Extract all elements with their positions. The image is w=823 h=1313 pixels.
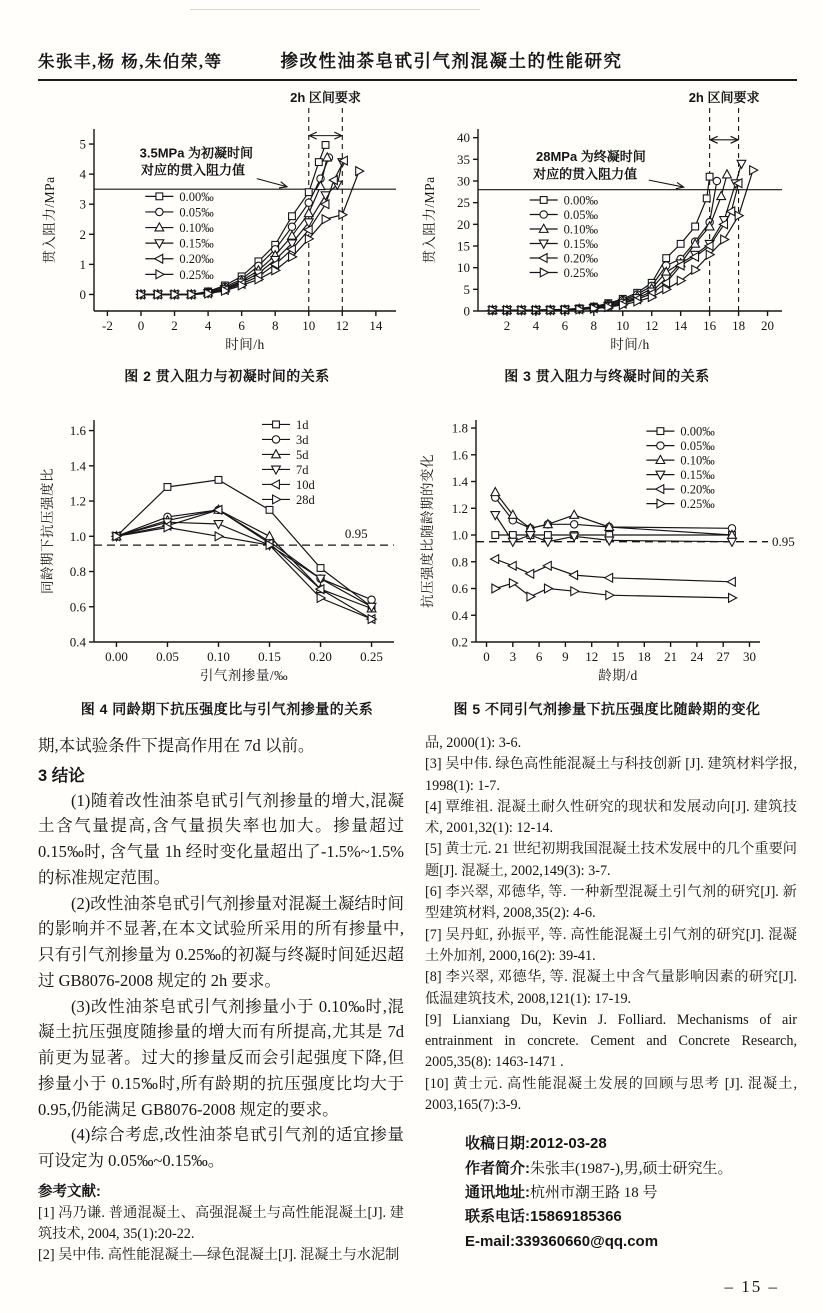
svg-text:0.05‰: 0.05‰: [680, 439, 715, 454]
svg-text:1.8: 1.8: [451, 420, 468, 436]
svg-text:35: 35: [457, 151, 470, 167]
svg-text:12: 12: [645, 318, 659, 333]
reference-entry: [10] 黄士元. 高性能混凝土发展的回顾与思考 [J]. 混凝土, 2003,165(7):3-9.: [425, 1075, 797, 1114]
svg-text:28d: 28d: [296, 492, 315, 507]
figure-2-caption: 图 2 贯入阻力与初凝时间的关系: [124, 368, 330, 384]
author-bio-value: 朱张丰(1987-),男,硕士研究生。: [530, 1160, 733, 1177]
svg-text:20: 20: [761, 318, 775, 333]
svg-text:27: 27: [716, 649, 730, 664]
svg-text:0.20: 0.20: [309, 649, 332, 664]
email-line: [465, 1230, 797, 1254]
phone-line: [465, 1205, 797, 1229]
svg-text:对应的贯入阻力值: 对应的贯入阻力值: [140, 162, 245, 178]
svg-text:0.15: 0.15: [258, 649, 281, 664]
svg-text:2: 2: [79, 226, 86, 242]
conclusion-paragraph: (4)综合考虑,改性油茶皂甙引气剂的适宜掺量可设定为 0.05‰~0.15‰。: [38, 1125, 404, 1171]
svg-text:0.25: 0.25: [360, 649, 383, 664]
svg-text:2: 2: [171, 318, 178, 333]
svg-text:0.25‰: 0.25‰: [680, 497, 715, 512]
author-bio-line: [465, 1157, 797, 1181]
figure-5-caption: 图 5 不同引气剂掺量下抗压强度比随龄期的变化: [453, 701, 761, 717]
svg-text:0.4: 0.4: [69, 634, 86, 650]
header-authors: 朱张丰,杨 杨,朱伯荣,等: [38, 52, 223, 71]
figure-5: [416, 404, 798, 719]
svg-text:24: 24: [690, 649, 704, 664]
svg-text:时间/h: 时间/h: [225, 337, 265, 352]
figure-5-chart: [416, 404, 798, 701]
charts-row-top: [38, 87, 797, 386]
svg-text:8: 8: [271, 318, 279, 333]
scan-artifact-line: [190, 9, 480, 10]
svg-text:40: 40: [457, 130, 470, 146]
continued-paragraph: 期,本试验条件下提高作用在 7d 以前。: [38, 736, 315, 755]
left-column: [38, 733, 404, 1267]
svg-text:引气剂掺量/‰: 引气剂掺量/‰: [199, 668, 289, 683]
reference-entry: [9] Lianxiang Du, Kevin J. Folliard. Mechanisms of air entrainment in concrete. Cement and Concrete Research, 2005,35(8): 1463-1471 .: [425, 1011, 797, 1071]
svg-text:0.8: 0.8: [451, 554, 468, 570]
svg-text:4: 4: [204, 318, 212, 333]
svg-text:0.10‰: 0.10‰: [179, 221, 214, 236]
page-header: [38, 0, 797, 73]
svg-text:0: 0: [483, 649, 490, 664]
section-heading-conclusion: 3 结论: [38, 766, 85, 785]
received-date-value: 2012-03-28: [530, 1135, 607, 1153]
svg-text:21: 21: [664, 649, 678, 664]
svg-text:3: 3: [79, 196, 86, 212]
svg-text:0.20‰: 0.20‰: [680, 482, 715, 497]
charts-row-bottom: [38, 404, 797, 719]
figure-4-chart: [38, 404, 416, 701]
svg-text:0.10: 0.10: [207, 649, 230, 664]
svg-text:15: 15: [611, 649, 625, 664]
reference-entry: [8] 李兴翠, 邓德华, 等. 混凝土中含气量影响因素的研究[J]. 低温建筑技术, 2008,121(1): 17-19.: [425, 969, 797, 1007]
svg-text:0.05‰: 0.05‰: [563, 207, 599, 222]
svg-text:10: 10: [302, 318, 316, 333]
svg-text:0.10‰: 0.10‰: [563, 222, 599, 237]
reference-entry: [6] 李兴翠, 邓德华, 等. 一种新型混凝土引气剂的研究[J]. 新型建筑材料, 2008,35(2): 4-6.: [425, 884, 797, 922]
svg-text:龄期/d: 龄期/d: [598, 668, 638, 683]
svg-text:0.95: 0.95: [344, 526, 368, 542]
email-label: E-mail:: [465, 1232, 516, 1250]
svg-text:2h 区间要求: 2h 区间要求: [688, 90, 760, 105]
svg-text:0.25‰: 0.25‰: [179, 267, 214, 282]
svg-text:10: 10: [457, 260, 470, 276]
svg-text:3: 3: [509, 649, 517, 664]
svg-text:30: 30: [742, 649, 756, 664]
svg-text:同龄期下抗压强度比: 同龄期下抗压强度比: [40, 468, 55, 594]
svg-text:30: 30: [457, 173, 470, 189]
svg-text:5: 5: [79, 136, 86, 152]
reference-entry: [5] 黄士元. 21 世纪初期我国混凝土技术发展中的几个重要问题[J]. 混凝土, 2002,149(3): 3-7.: [425, 841, 797, 879]
address-line: [465, 1181, 797, 1205]
reference-entry: 品, 2000(1): 3-6.: [425, 735, 522, 751]
svg-text:14: 14: [369, 318, 383, 333]
svg-text:18: 18: [637, 649, 651, 664]
figure-2-chart: [38, 87, 416, 368]
phone-label: 联系电话:: [465, 1208, 530, 1226]
svg-text:1d: 1d: [296, 417, 309, 432]
reference-entry: [7] 吴丹虹, 孙振平, 等. 高性能混凝土引气剂的研究[J]. 混凝土外加剂, 2000,16(2): 39-41.: [425, 926, 797, 964]
svg-text:0.00: 0.00: [105, 649, 128, 664]
svg-text:1.0: 1.0: [69, 528, 86, 544]
svg-text:0.95: 0.95: [772, 534, 795, 550]
svg-text:0.6: 0.6: [69, 599, 86, 615]
phone-value: 15869185366: [530, 1208, 622, 1226]
reference-entry: [3] 吴中伟. 绿色高性能混凝土与科技创新 [J]. 建筑材料学报, 1998(1): 1-7.: [425, 756, 797, 794]
reference-entry: [4] 覃维祖. 混凝土耐久性研究的现状和发展动向[J]. 建筑技术, 2001,32(1): 12-14.: [425, 798, 797, 837]
svg-text:1.6: 1.6: [451, 447, 468, 463]
svg-text:0.20‰: 0.20‰: [179, 252, 214, 267]
svg-text:16: 16: [703, 318, 717, 333]
svg-text:1.2: 1.2: [69, 493, 86, 509]
right-column: [425, 733, 797, 1267]
svg-text:0.4: 0.4: [451, 607, 468, 623]
svg-text:6: 6: [535, 649, 543, 664]
svg-text:0.15‰: 0.15‰: [680, 468, 715, 483]
conclusion-paragraph: (3)改性油茶皂甙引气剂掺量小于 0.10‰时,混凝土抗压强度随掺量的增大而有所提高,尤其是 7d 前更为显著。过大的掺量反而会引起强度下降,但掺量小于 0.15‰时,所有龄期的抗压强度比均大于 0.95,仍能满足 GB8076-2008 规定的要求。: [38, 996, 404, 1119]
svg-text:1.4: 1.4: [69, 458, 86, 474]
svg-text:4: 4: [532, 318, 540, 333]
svg-text:18: 18: [732, 318, 746, 333]
page-number: – 15 –: [724, 1277, 779, 1296]
svg-text:15: 15: [457, 238, 470, 254]
references-right: [425, 733, 797, 1116]
svg-text:0.20‰: 0.20‰: [563, 251, 599, 266]
svg-text:1.4: 1.4: [451, 474, 468, 490]
figure-2: [38, 87, 416, 386]
svg-text:0: 0: [137, 318, 145, 333]
svg-text:7d: 7d: [296, 462, 309, 477]
author-bio-label: 作者简介:: [465, 1159, 530, 1177]
references-heading: 参考文献:: [38, 1183, 101, 1200]
svg-text:0: 0: [463, 303, 470, 319]
figure-3-caption: 图 3 贯入阻力与终凝时间的关系: [504, 368, 710, 384]
figure-4: [38, 404, 416, 719]
svg-text:0.2: 0.2: [451, 634, 468, 650]
svg-text:贯入阻力/MPa: 贯入阻力/MPa: [42, 176, 57, 264]
svg-text:0.8: 0.8: [69, 564, 86, 580]
svg-text:时间/h: 时间/h: [610, 337, 650, 352]
svg-text:0.05: 0.05: [156, 649, 179, 664]
email-value: 339360660@qq.com: [515, 1232, 659, 1250]
address-label: 通讯地址:: [465, 1183, 530, 1201]
svg-text:5d: 5d: [296, 447, 309, 462]
svg-text:14: 14: [674, 318, 688, 333]
reference-entry: [1] 冯乃谦. 普通混凝土、高强混凝土与高性能混凝土[J]. 建筑技术, 2004, 35(1):20-22.: [38, 1204, 404, 1243]
svg-text:-2: -2: [102, 318, 113, 333]
svg-text:0: 0: [79, 286, 86, 302]
svg-text:1: 1: [79, 256, 86, 272]
svg-text:12: 12: [335, 318, 349, 333]
svg-text:0.25‰: 0.25‰: [563, 265, 599, 280]
conclusion-paragraph: (1)随着改性油茶皂甙引气剂掺量的增大,混凝土含气量提高,含气量损失率也加大。掺量超过 0.15‰时, 含气量 1h 经时变化量超出了-1.5%~1.5%的标准规定范围。: [38, 790, 404, 887]
svg-text:1.6: 1.6: [69, 423, 86, 439]
svg-text:抗压强度比随龄期的变化: 抗压强度比随龄期的变化: [420, 454, 435, 608]
svg-text:6: 6: [238, 318, 245, 333]
svg-text:对应的贯入阻力值: 对应的贯入阻力值: [533, 166, 638, 182]
svg-text:25: 25: [457, 195, 470, 211]
received-date-line: [465, 1132, 797, 1156]
header-title: 掺改性油茶皂甙引气剂混凝土的性能研究: [280, 51, 623, 71]
text-columns: [38, 733, 797, 1267]
figure-3-chart: [416, 87, 798, 368]
figure-3: [416, 87, 798, 386]
svg-text:0.15‰: 0.15‰: [563, 236, 599, 251]
figure-4-caption: 图 4 同龄期下抗压强度比与引气剂掺量的关系: [80, 701, 374, 717]
address-value: 杭州市潮王路 18 号: [530, 1184, 658, 1201]
svg-text:9: 9: [562, 649, 569, 664]
svg-text:贯入阻力/MPa: 贯入阻力/MPa: [422, 176, 437, 264]
svg-text:1.2: 1.2: [451, 500, 468, 516]
svg-text:10d: 10d: [296, 477, 315, 492]
svg-text:0.00‰: 0.00‰: [680, 424, 715, 439]
svg-text:3.5MPa 为初凝时间: 3.5MPa 为初凝时间: [139, 145, 254, 161]
svg-text:28MPa 为终凝时间: 28MPa 为终凝时间: [536, 149, 646, 165]
svg-text:1.0: 1.0: [451, 527, 468, 543]
svg-text:10: 10: [616, 318, 630, 333]
svg-text:20: 20: [457, 216, 470, 232]
svg-text:0.6: 0.6: [451, 581, 468, 597]
svg-text:2h 区间要求: 2h 区间要求: [290, 90, 361, 105]
svg-text:2: 2: [503, 318, 511, 333]
svg-text:3d: 3d: [296, 432, 309, 447]
svg-text:4: 4: [79, 166, 86, 182]
svg-text:0.05‰: 0.05‰: [179, 205, 214, 220]
svg-text:12: 12: [585, 649, 599, 664]
conclusion-paragraph: (2)改性油茶皂甙引气剂掺量对混凝土凝结时间的影响并不显著,在本文试验所采用的所有掺量中,只有引气剂掺量为 0.25‰的初凝与终凝时间延迟超过 GB8076-2008 规定的 2h 要求。: [38, 893, 404, 990]
references-left: [38, 1203, 404, 1267]
reference-entry: [2] 吴中伟. 高性能混凝土—绿色混凝土[J]. 混凝土与水泥制: [38, 1247, 400, 1264]
header-rule: [38, 79, 797, 81]
svg-text:0.00‰: 0.00‰: [563, 193, 599, 208]
conclusion-list: [38, 788, 404, 1174]
svg-text:6: 6: [561, 318, 569, 333]
received-date-label: 收稿日期:: [465, 1135, 530, 1153]
svg-text:8: 8: [590, 318, 598, 333]
svg-text:0.10‰: 0.10‰: [680, 453, 715, 468]
svg-text:5: 5: [463, 281, 470, 297]
svg-text:0.00‰: 0.00‰: [179, 189, 214, 204]
author-info-block: [425, 1132, 797, 1253]
svg-text:0.15‰: 0.15‰: [179, 236, 214, 251]
